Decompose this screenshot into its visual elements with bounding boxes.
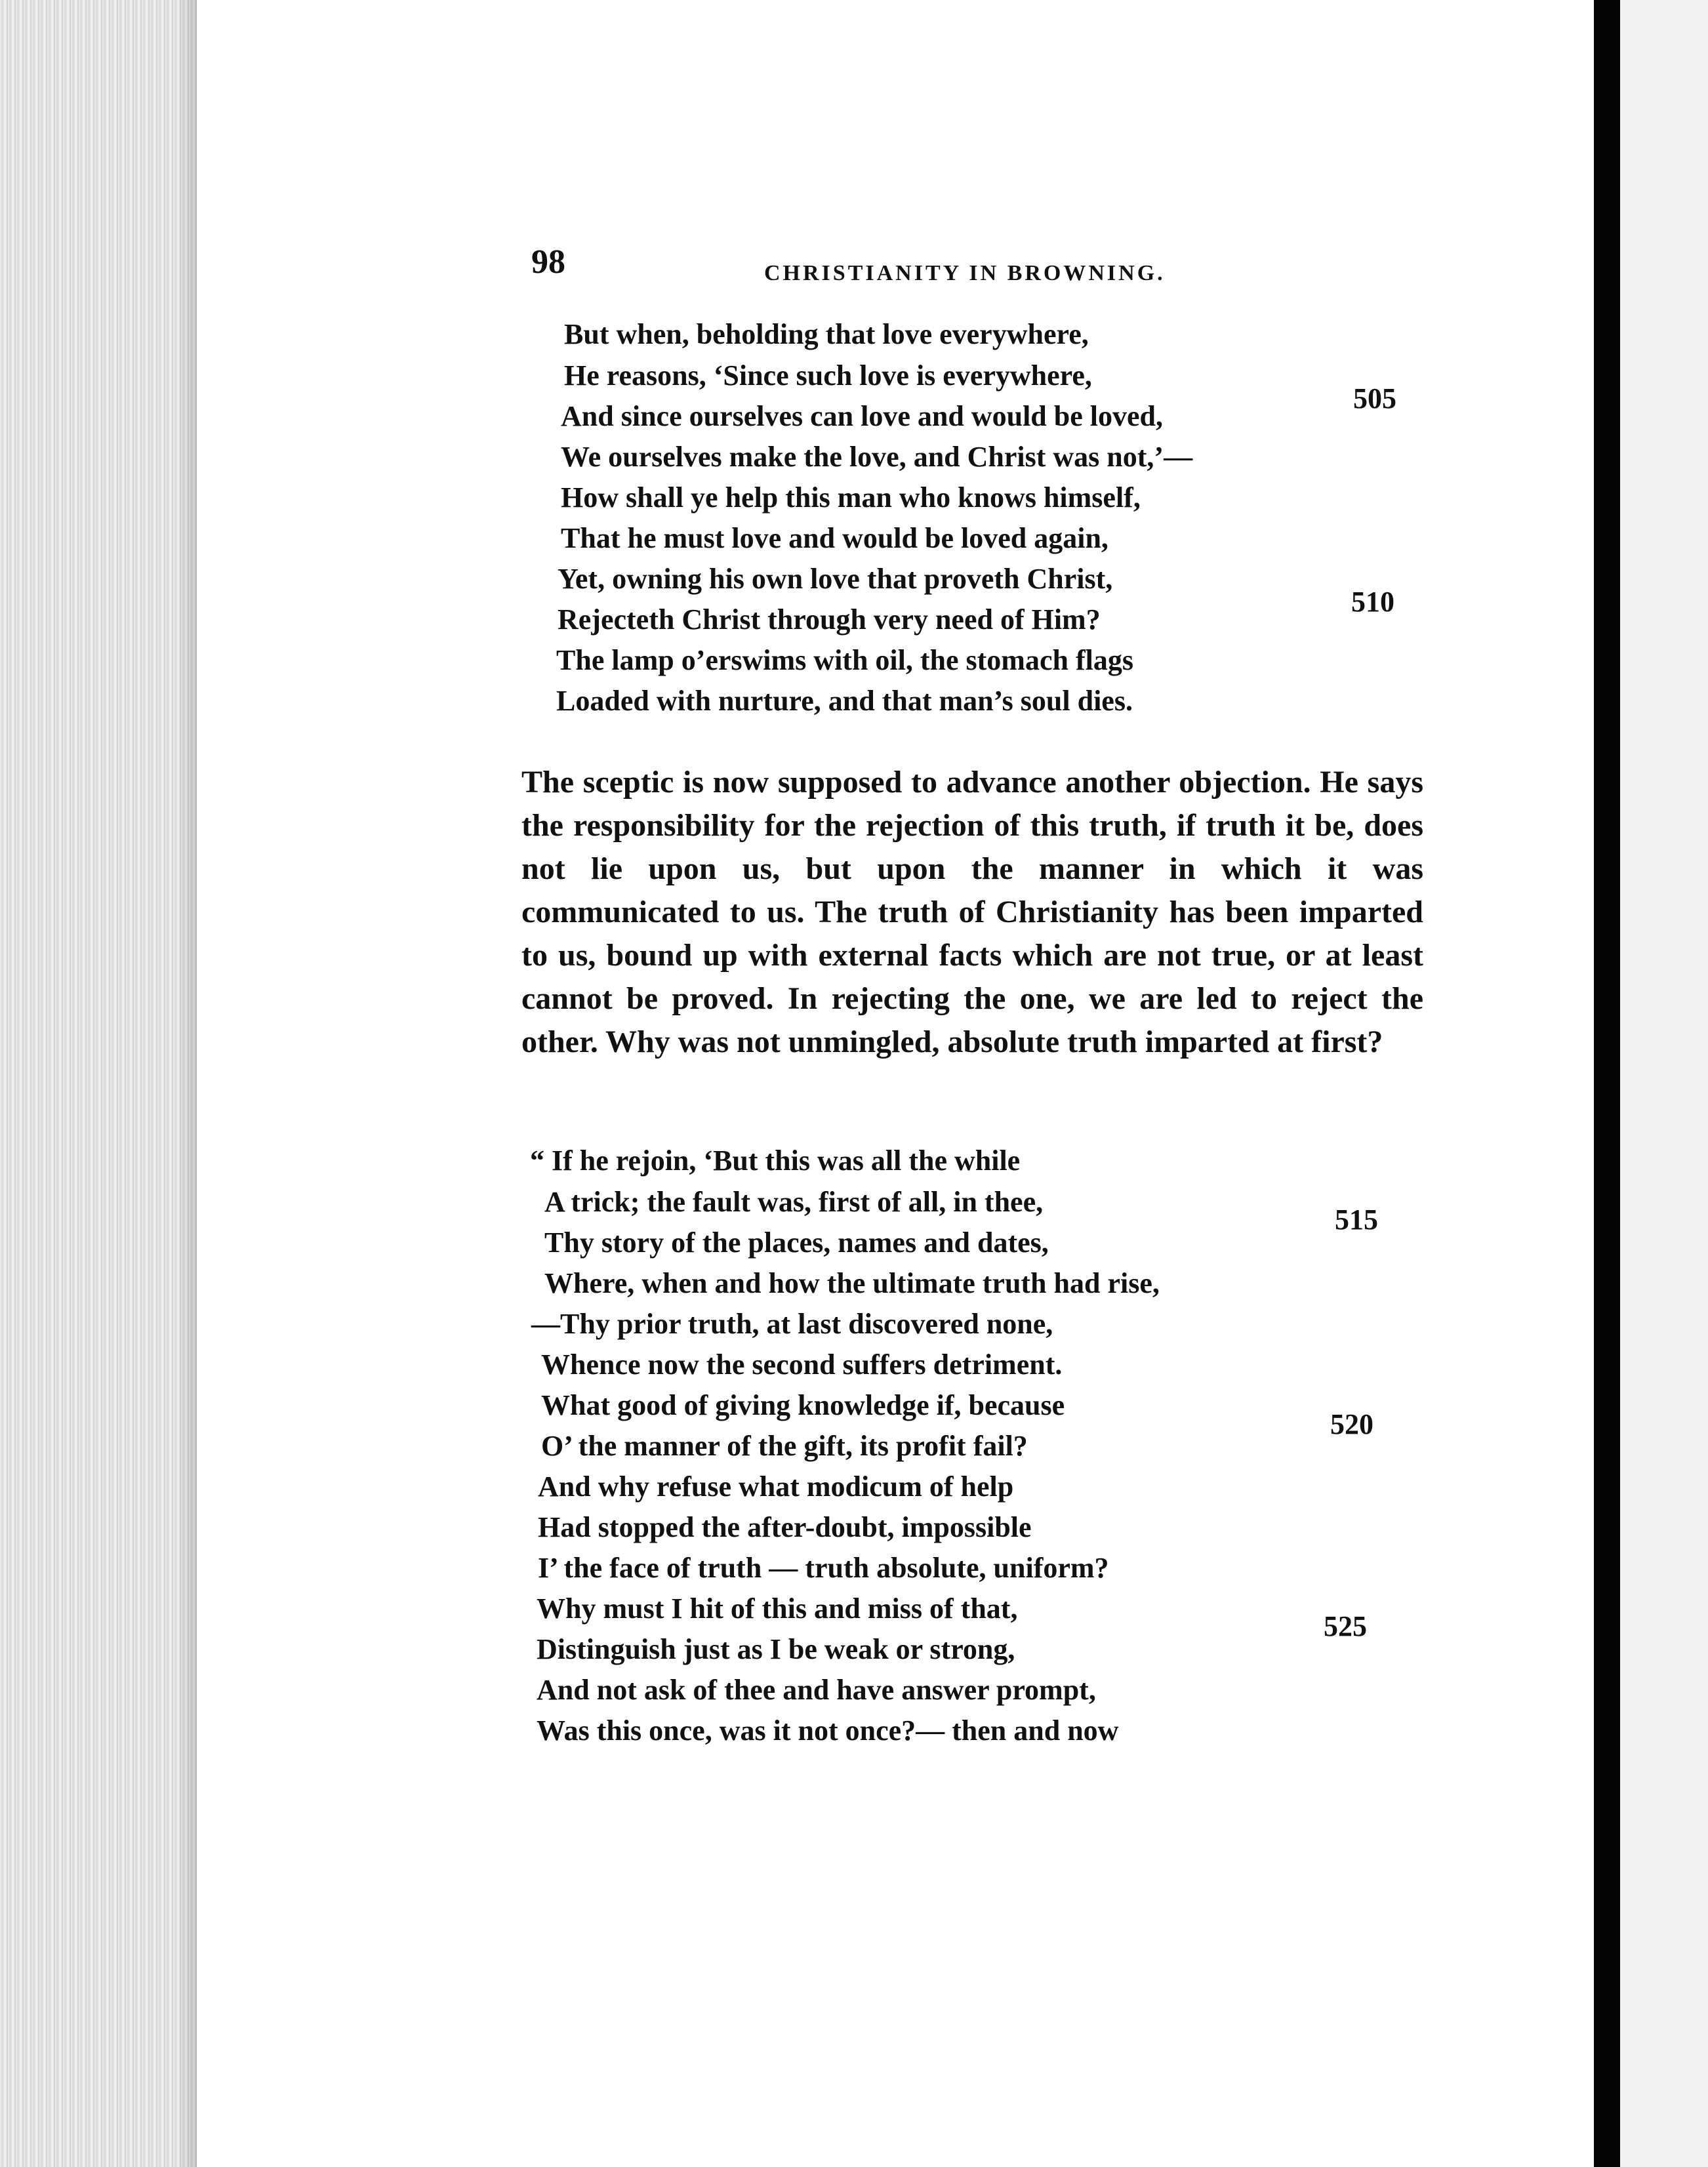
book-page-edges [0,0,197,2167]
page-number: 98 [531,243,565,281]
line-number: 505 [1353,382,1396,415]
verse-line: “ If he rejoin, ‘But this was all the while [530,1144,1021,1177]
verse-line: The lamp o’erswims with oil, the stomach flags [556,644,1133,676]
verse-line: He reasons, ‘Since such love is everywhere, [564,359,1092,392]
adjacent-page [1620,0,1708,2167]
verse-line: Whence now the second suffers detriment. [541,1348,1063,1381]
verse-line: I’ the face of truth — truth absolute, uniform? [538,1552,1109,1584]
verse-line: Was this once, was it not once?— then and now [537,1714,1119,1747]
verse-line: Rejecteth Christ through very need of Him? [558,603,1101,636]
verse-line: Thy story of the places, names and dates, [544,1226,1049,1259]
verse-line: Distinguish just as I be weak or strong, [537,1633,1015,1665]
verse-line: And since ourselves can love and would be loved, [561,400,1163,432]
verse-line: And not ask of thee and have answer prompt, [537,1674,1096,1706]
book-gutter [1594,0,1620,2167]
verse-line: That he must love and would be loved again, [561,522,1108,554]
verse-line: —Thy prior truth, at last discovered none, [531,1308,1053,1340]
line-number: 510 [1351,586,1394,618]
prose-paragraph: The sceptic is now supposed to advance another objection. He says the responsibility for the rejection of this truth, if truth it be, does not lie upon us, but upon the manner in which it was communicated to us. The truth of Christianity has been imparted to us, bound up with external facts which are not true, or at least cannot be proved. In rejecting the one, we are led to reject the other. Why was not unmingled, absolute truth imparted at first? [521,765,1423,1059]
verse-line: Had stopped the after-doubt, impossible [538,1511,1032,1543]
line-number: 520 [1330,1408,1373,1440]
running-title: CHRISTIANITY IN BROWNING. [764,261,1166,285]
verse-line: Where, when and how the ultimate truth had rise, [544,1267,1160,1299]
verse-line: Yet, owning his own love that proveth Christ, [558,563,1113,595]
verse-line: But when, beholding that love everywhere, [564,318,1089,350]
page-header [531,243,1200,295]
verse-line: O’ the manner of the gift, its profit fail? [541,1430,1028,1462]
verse-line: And why refuse what modicum of help [538,1470,1014,1503]
verse-line: Loaded with nurture, and that man’s soul dies. [556,685,1133,717]
verse-line: We ourselves make the love, and Christ was not,’— [561,441,1193,473]
verse-line: How shall ye help this man who knows himself, [561,481,1141,514]
verse-line: What good of giving knowledge if, because [541,1389,1065,1421]
verse-line: Why must I hit of this and miss of that, [537,1592,1018,1625]
line-number: 515 [1335,1204,1378,1236]
line-number: 525 [1324,1610,1367,1642]
verse-line: A trick; the fault was, first of all, in thee, [544,1186,1044,1218]
